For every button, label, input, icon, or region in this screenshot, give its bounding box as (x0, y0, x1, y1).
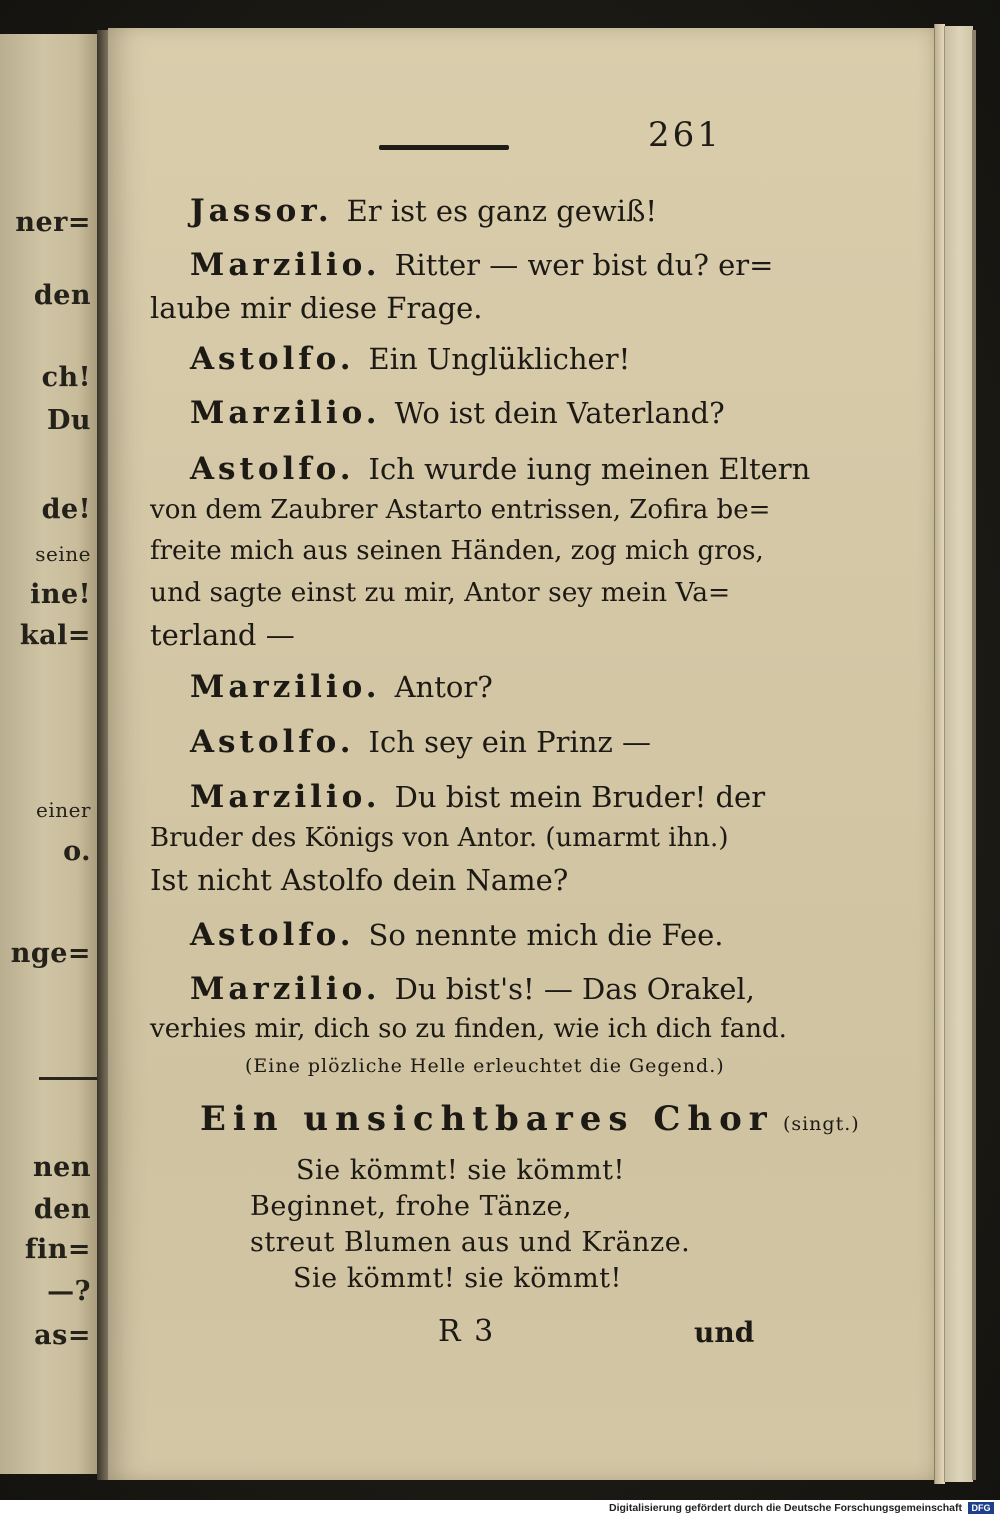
prev-page-fragment: ine! (30, 579, 91, 610)
catchword: und (694, 1316, 755, 1349)
line-text: verhies mir, dich so zu finden, wie ich dich fand. (150, 1014, 787, 1044)
dialogue-line (150, 825, 728, 851)
speaker-name: Astolfo. (190, 917, 355, 953)
prev-page-fragment: seine (35, 542, 91, 566)
line-text: Bruder des Königs von Antor. (umarmt ihn.) (150, 823, 729, 853)
chorus-title: Ein unsichtbares Chor (200, 1099, 774, 1139)
dialogue-line (190, 451, 811, 487)
stage-direction: (Eine plözliche Helle erleuchtet die Gegend.) (245, 1055, 725, 1077)
line-text: So nennte mich die Fee. (368, 918, 724, 952)
prev-page-fragment: nge= (10, 938, 91, 969)
dialogue-line (150, 618, 295, 652)
song-line: Beginnet, frohe Tänze, (250, 1191, 573, 1222)
header-rule (379, 145, 509, 150)
song-line: Sie kömmt! sie kömmt! (293, 1263, 622, 1294)
prev-page-fragment: kal= (19, 620, 91, 651)
chorus-direction: (singt.) (782, 1113, 860, 1135)
line-text: Du bist mein Bruder! der (394, 780, 766, 814)
dialogue-line (190, 193, 658, 229)
dialogue-line (190, 779, 766, 815)
dialogue-line (190, 341, 631, 377)
line-text: Ich sey ein Prinz — (368, 725, 651, 759)
prev-page-fragment: den (33, 280, 91, 311)
dialogue-line (150, 863, 569, 897)
prev-page-fragment: fin= (24, 1234, 91, 1265)
dialogue-line (190, 669, 493, 705)
signature-mark: R 3 (438, 1314, 496, 1349)
dialogue-line (190, 971, 755, 1007)
page-number: 261 (648, 115, 722, 155)
footer-bar (0, 1500, 1000, 1517)
dialogue-line (190, 247, 774, 283)
prev-page-fragment: —? (47, 1276, 91, 1307)
song-line: Sie kömmt! sie kömmt! (296, 1155, 625, 1186)
speaker-name: Astolfo. (190, 451, 355, 487)
song-line: streut Blumen aus und Kränze. (250, 1227, 691, 1258)
line-text: Du bist's! — Das Orakel, (394, 972, 755, 1006)
speaker-name: Jassor. (190, 193, 333, 229)
chorus-heading (200, 1099, 860, 1139)
speaker-name: Astolfo. (190, 341, 355, 377)
prev-page-fragment: ner= (15, 207, 91, 238)
dialogue-line (190, 395, 725, 431)
dfg-logo-icon: DFG (968, 1502, 994, 1514)
speaker-name: Astolfo. (190, 724, 355, 760)
speaker-name: Marzilio. (190, 669, 381, 705)
dialogue-line (150, 577, 731, 608)
line-text: Ein Unglüklicher! (368, 342, 631, 376)
speaker-name: Marzilio. (190, 247, 381, 283)
page-edge (944, 26, 973, 1482)
speaker-name: Marzilio. (190, 779, 381, 815)
line-text: von dem Zaubrer Astarto entrissen, Zofira be= (150, 495, 771, 525)
dialogue-line (150, 497, 770, 523)
line-text: Ich wurde iung meinen Eltern (368, 452, 811, 486)
previous-page (0, 34, 100, 1474)
line-text: Ist nicht Astolfo dein Name? (150, 863, 569, 897)
speaker-name: Marzilio. (190, 971, 381, 1007)
prev-page-fragment: o. (63, 836, 91, 867)
line-text: Antor? (394, 670, 493, 704)
dialogue-line (150, 1016, 787, 1042)
prev-page-fragment: ch! (41, 362, 91, 393)
prev-page-fragment: Du (46, 405, 91, 436)
dialogue-line (150, 291, 483, 325)
dialogue-line (190, 917, 724, 953)
prev-page-fragment: de! (41, 494, 91, 525)
line-text: Er ist es ganz gewiß! (346, 194, 658, 228)
prev-page-rule (39, 1077, 97, 1080)
footer-credit: Digitalisierung gefördert durch die Deutsche Forschungsgemeinschaft (609, 1502, 962, 1514)
prev-page-fragment: nen (33, 1152, 91, 1183)
prev-page-fragment: einer (35, 798, 91, 822)
prev-page-fragment: den (33, 1194, 91, 1225)
dialogue-line (190, 724, 651, 760)
line-text: und sagte einst zu mir, Antor sey mein Va= (150, 577, 731, 608)
line-text: freite mich aus seinen Händen, zog mich gros, (150, 536, 764, 566)
line-text: Ritter — wer bist du? er= (394, 248, 774, 282)
prev-page-fragment: as= (34, 1320, 91, 1351)
line-text: laube mir diese Frage. (150, 291, 483, 325)
line-text: Wo ist dein Vaterland? (394, 396, 725, 430)
line-text: terland — (150, 618, 295, 652)
dialogue-line (150, 538, 764, 564)
speaker-name: Marzilio. (190, 395, 381, 431)
page-edge (972, 30, 976, 1480)
